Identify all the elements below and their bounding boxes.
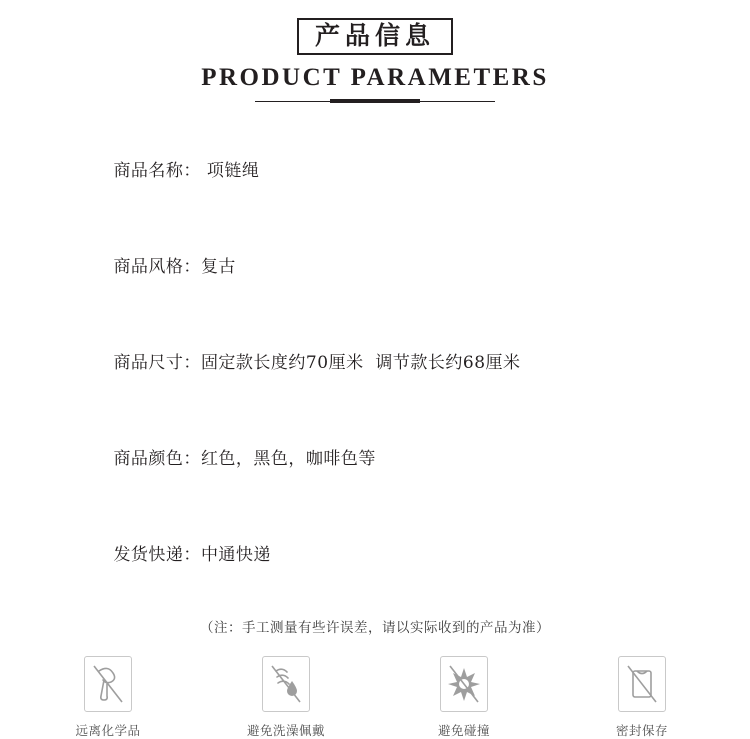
spec-label: 商品风格： bbox=[113, 257, 201, 277]
no-impact-icon bbox=[440, 656, 488, 712]
page-title-cn: 产品信息 bbox=[314, 21, 435, 50]
spec-row bbox=[78, 424, 750, 489]
care-label: 远离化学品 bbox=[75, 723, 141, 738]
spec-label: 商品尺寸： bbox=[113, 353, 201, 373]
spec-value: 红色，黑色，咖啡色等 bbox=[200, 449, 376, 469]
spec-row bbox=[78, 136, 750, 201]
care-item bbox=[54, 656, 162, 739]
care-item bbox=[410, 656, 518, 739]
title-cn-box bbox=[297, 18, 453, 55]
spec-row bbox=[78, 520, 750, 585]
care-item bbox=[232, 656, 340, 739]
no-chemicals-icon bbox=[84, 656, 132, 712]
spec-label: 发货快递： bbox=[113, 545, 201, 565]
no-shower-icon bbox=[262, 656, 310, 712]
care-label: 避免洗澡佩戴 bbox=[246, 723, 325, 738]
spec-label: 商品名称： bbox=[113, 161, 201, 181]
page-title-en: PRODUCT PARAMETERS bbox=[201, 64, 549, 91]
spec-label: 商品颜色： bbox=[113, 449, 201, 469]
spec-value: 复古 bbox=[200, 257, 236, 277]
divider-left-thin bbox=[255, 101, 330, 102]
divider-right-thin bbox=[420, 101, 495, 102]
spec-value: 项链绳 bbox=[200, 161, 260, 181]
care-label: 密封保存 bbox=[615, 723, 668, 738]
header bbox=[0, 0, 750, 103]
care-item bbox=[588, 656, 696, 739]
divider-center-thick bbox=[330, 99, 420, 103]
care-instructions bbox=[0, 656, 750, 739]
care-label: 避免碰撞 bbox=[437, 723, 490, 738]
spec-row bbox=[78, 328, 750, 393]
spec-value: 中通快递 bbox=[200, 545, 271, 565]
measurement-note: （注：手工测量有些许误差，请以实际收到的产品为准） bbox=[200, 620, 550, 636]
title-divider bbox=[0, 99, 750, 103]
spec-value: 固定款长度约70厘米 调节款长约68厘米 bbox=[200, 353, 521, 373]
spec-list bbox=[78, 136, 750, 585]
sealed-storage-icon bbox=[618, 656, 666, 712]
spec-row bbox=[78, 232, 750, 297]
